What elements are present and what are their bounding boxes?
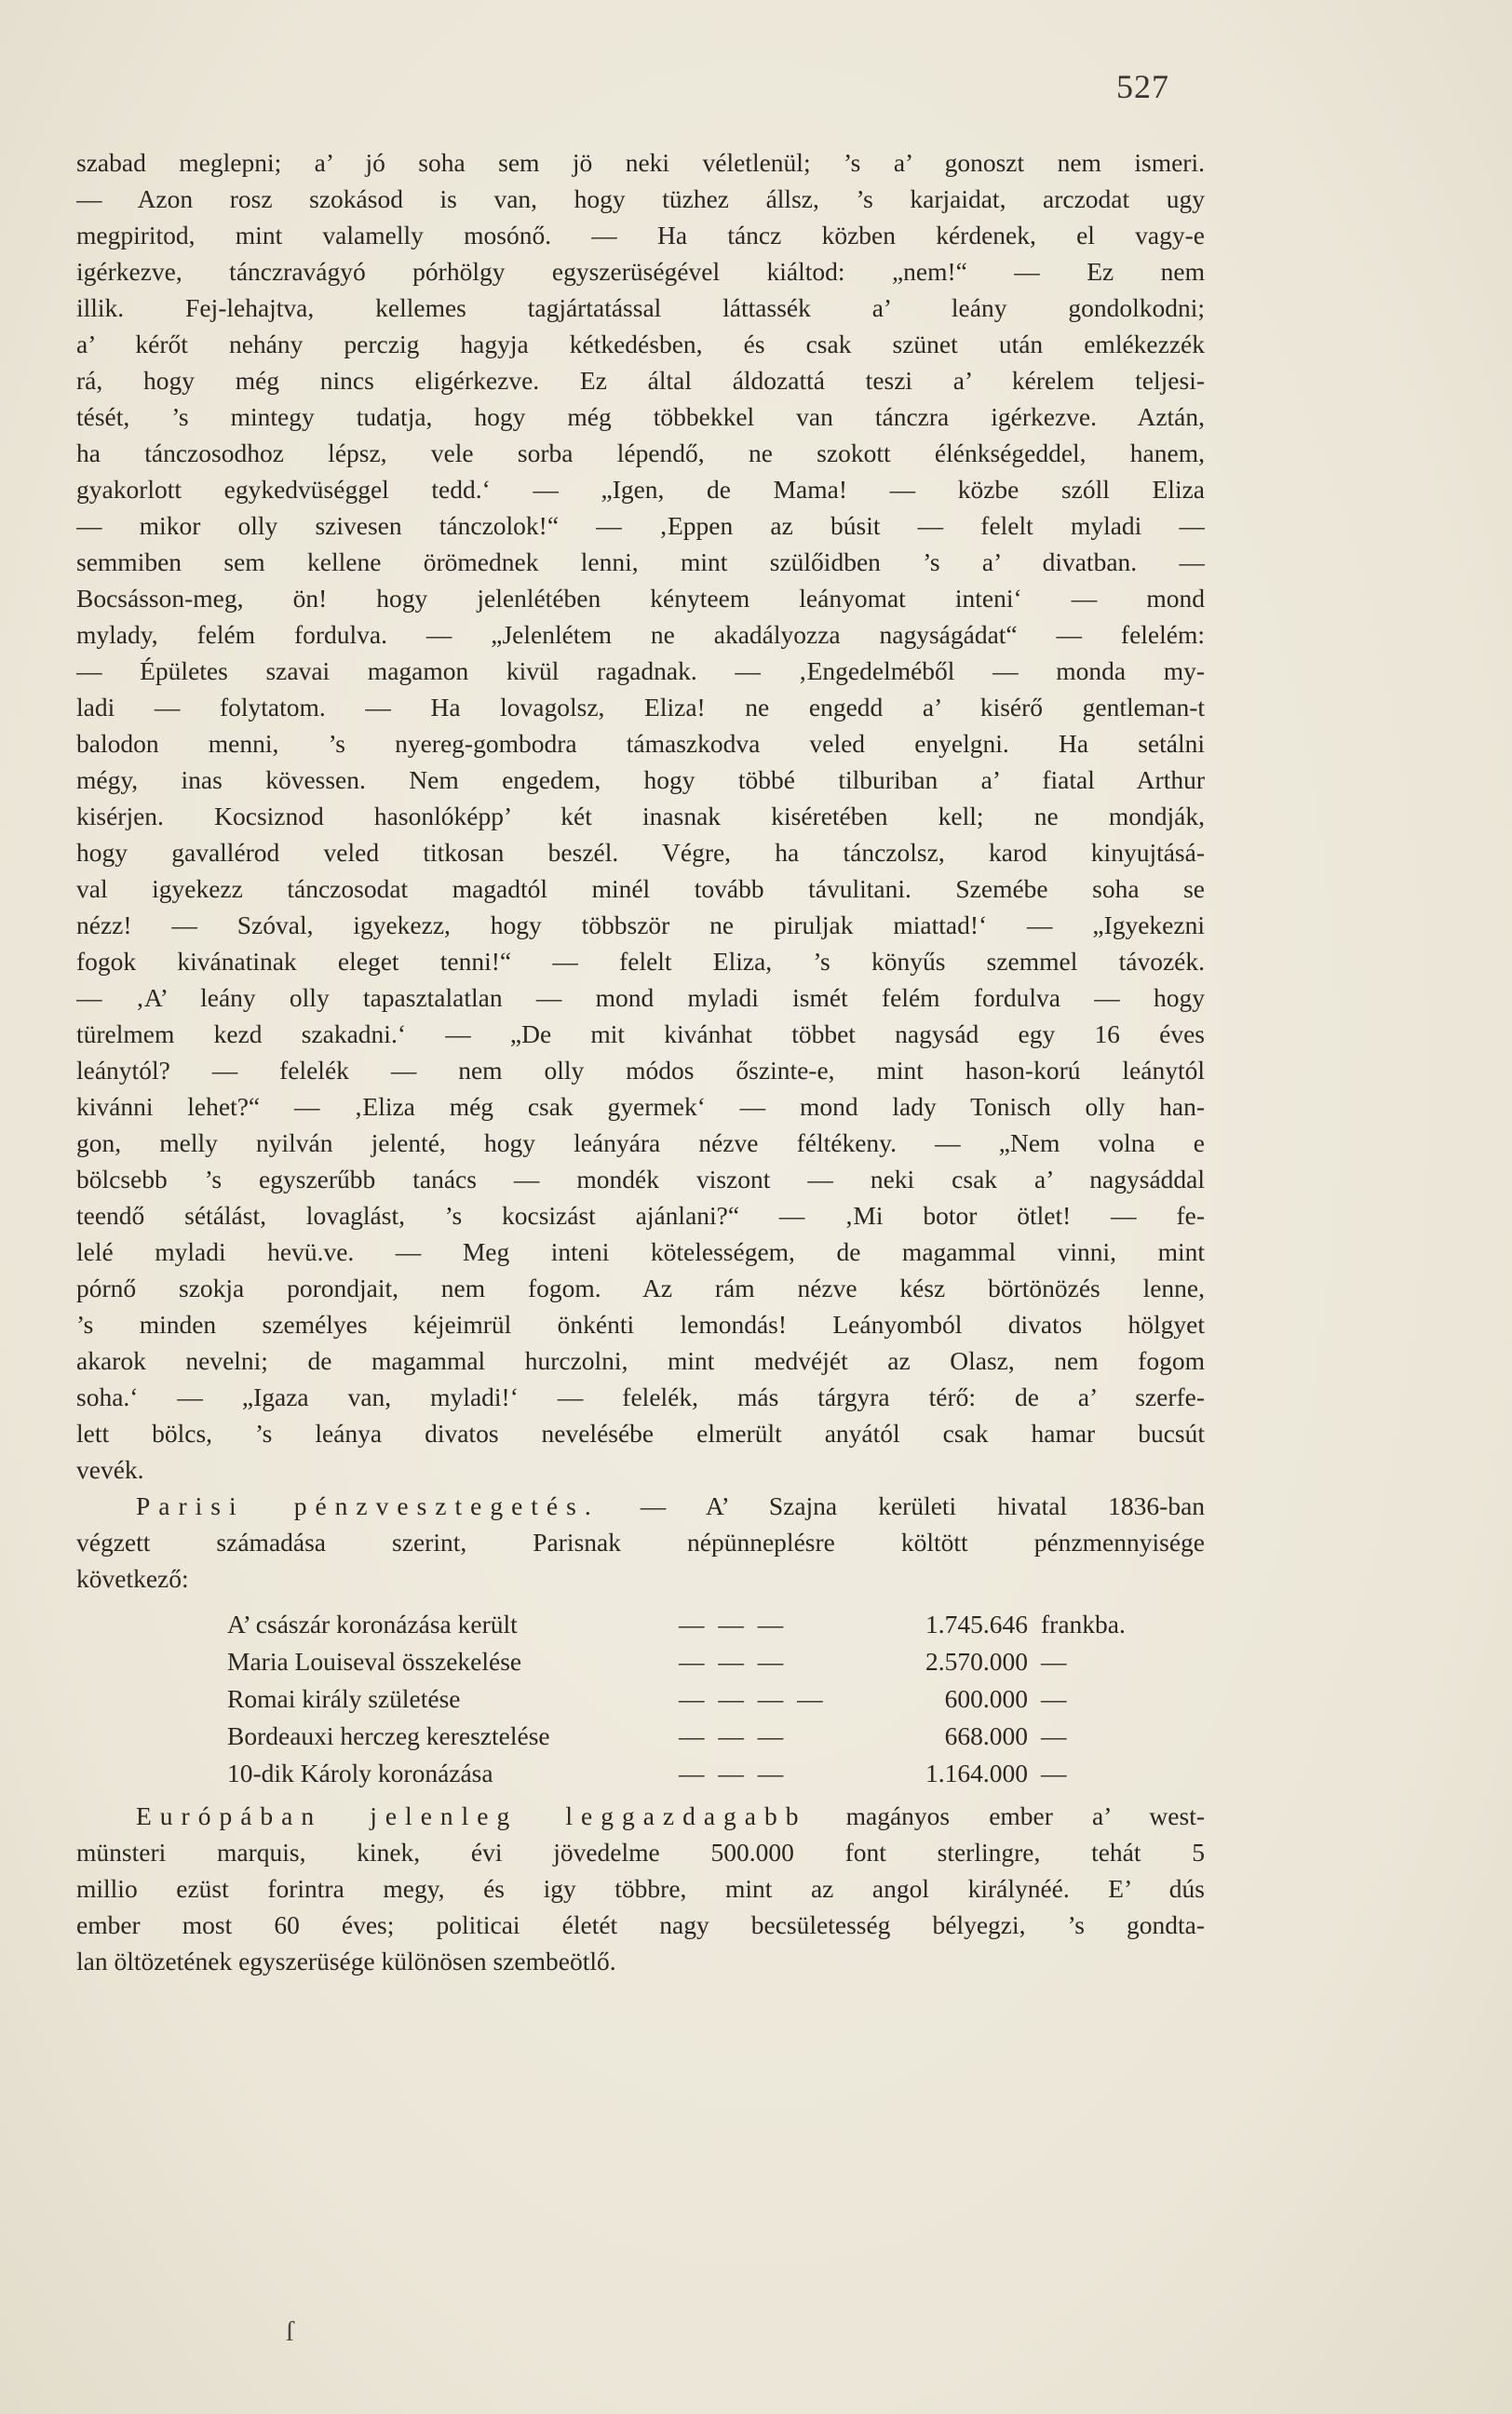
text-line: lan öltözetének egyszerüsége különösen szembeötlő.	[76, 1947, 616, 1976]
text-line: akarok nevelni; de magammal hurczolni, mint medvéjét az Olasz, nem fogom	[76, 1346, 1205, 1375]
text-line: ’s minden személyes kéjeimrül önkénti lemondás! Leányomból divatos hölgyet	[76, 1310, 1205, 1339]
table-row	[76, 1755, 1205, 1792]
text-line: végzett számadása szerint, Parisnak népünneplésre költött pénzmennyisége	[76, 1528, 1205, 1557]
text-line: lelé myladi hevü.ve. — Meg inteni kötelességem, de magammal vinni, mint	[76, 1237, 1205, 1266]
table-row	[76, 1606, 1205, 1643]
row-unit: —	[1041, 1721, 1067, 1750]
text-line: gyakorlott egykedvüséggel tedd.‘ — „Igen, de Mama! — közbe szóll Eliza	[76, 475, 1205, 504]
row-dashes: — — —	[679, 1610, 788, 1639]
text-line: münsteri marquis, kinek, évi jövedelme 500.000 font sterlingre, tehát 5	[76, 1838, 1205, 1867]
text-line: mylady, felém fordulva. — „Jelenlétem ne akadályozza nagyságádat“ — felelém:	[76, 620, 1205, 649]
text-line: ladi — folytatom. — Ha lovagolsz, Eliza! ne engedd a’ kisérő gentleman-t	[76, 693, 1205, 722]
row-amount: 1.745.646	[925, 1610, 1028, 1639]
row-amount: 1.164.000	[925, 1759, 1028, 1787]
text-line: millio ezüst forintra megy, és igy többre, mint az angol királynéé. E’ dús	[76, 1874, 1205, 1903]
text-line: ha tánczosodhoz lépsz, vele sorba lépendő, ne szokott élénkségeddel, hanem,	[76, 438, 1205, 467]
row-unit: —	[1041, 1759, 1067, 1787]
page-body	[76, 144, 1205, 1979]
table-row	[76, 1643, 1205, 1680]
text-line: fogok kivánatinak eleget tenni!“ — felelt Eliza, ’s könyűs szemmel távozék.	[76, 947, 1205, 976]
text-line: rá, hogy még nincs eligérkezve. Ez által áldozattá teszi a’ kérelem teljesi-	[76, 366, 1205, 395]
text-line: gon, melly nyilván jelenté, hogy leányára nézve féltékeny. — „Nem volna e	[76, 1128, 1205, 1157]
text-line: bölcsebb ’s egyszerűbb tanács — mondék viszont — neki csak a’ nagysáddal	[76, 1165, 1205, 1194]
row-label: Romai király születése	[227, 1684, 461, 1713]
table-row	[76, 1718, 1205, 1755]
page-number: 527	[1116, 68, 1169, 105]
text-line: illik. Fej-lehajtva, kellemes tagjártatással láttassék a’ leány gondolkodni;	[76, 293, 1205, 322]
row-amount: 668.000	[944, 1721, 1028, 1750]
text-line: megpiritod, mint valamelly mosónő. — Ha táncz közben kérdenek, el vagy-e	[76, 221, 1205, 249]
text-line: lett bölcs, ’s leánya divatos nevelésébe elmerült anyától csak hamar bucsút	[76, 1419, 1205, 1448]
row-unit: —	[1041, 1647, 1067, 1676]
row-label: A’ császár koronázása került	[227, 1610, 518, 1639]
row-amount: 2.570.000	[925, 1647, 1028, 1676]
text-line: igérkezve, tánczravágyó pórhölgy egyszerüségével kiáltod: „nem!“ — Ez nem	[76, 257, 1205, 286]
paragraph-richest-man	[76, 1798, 1205, 1979]
text-line: semmiben sem kellene örömednek lenni, mint szülőidben ’s a’ divatban. —	[76, 547, 1205, 576]
text-line: nézz! — Szóval, igyekezz, hogy többször ne piruljak miattad!‘ — „Igyekezni	[76, 910, 1205, 939]
text-line: — ‚A’ leány olly tapasztalatlan — mond myladi ismét felém fordulva — hogy	[76, 983, 1205, 1012]
text-run: — A’ Szajna kerületi hivatal 1836-ban	[640, 1491, 1205, 1520]
table-row	[76, 1680, 1205, 1718]
text-line	[76, 1798, 1205, 1834]
text-line: hogy gavallérod veled titkosan beszél. Végre, ha tánczolsz, karod kinyujtásá-	[76, 838, 1205, 867]
text-line: — mikor olly szivesen tánczolok!“ — ‚Eppen az búsit — felelt myladi —	[76, 511, 1205, 540]
text-run: magányos ember a’ west-	[845, 1801, 1205, 1830]
text-line: kisérjen. Kocsiznod hasonlóképp’ két inasnak kiséretében kell; ne mondják,	[76, 802, 1205, 830]
text-line: balodon menni, ’s nyereg-gombodra támaszkodva veled enyelgni. Ha setálni	[76, 729, 1205, 758]
row-dashes: — — — —	[679, 1684, 827, 1713]
row-label: Bordeauxi herczeg keresztelése	[227, 1721, 550, 1750]
row-label: 10-dik Károly koronázása	[227, 1759, 493, 1787]
row-label: Maria Louiseval összekelése	[227, 1647, 522, 1676]
row-dashes: — — —	[679, 1759, 788, 1787]
paragraph-paris-expenses	[76, 1488, 1205, 1597]
spaced-heading: Parisi pénzvesztegetés.	[136, 1491, 600, 1520]
text-line: következő:	[76, 1564, 189, 1593]
row-unit: —	[1041, 1684, 1067, 1713]
text-line: ember most 60 éves; politicai életét nagy becsületesség bélyegzi, ’s gondta-	[76, 1910, 1205, 1939]
row-amount: 600.000	[944, 1684, 1028, 1713]
text-line: vevék.	[76, 1455, 144, 1484]
text-line: mégy, inas kövessen. Nem engedem, hogy többé tilburiban a’ fiatal Arthur	[76, 765, 1205, 794]
text-line: teendő sétálást, lovaglást, ’s kocsizást ajánlani?“ — ‚Mi botor ötlet! — fe-	[76, 1201, 1205, 1230]
text-line: a’ kérőt nehány perczig hagyja kétkedésben, és csak szünet után emlékezzék	[76, 330, 1205, 358]
text-line: türelmem kezd szakadni.‘ — „De mit kivánhat többet nagysád egy 16 éves	[76, 1019, 1205, 1048]
row-dashes: — — —	[679, 1721, 788, 1750]
stray-ink-mark: ſ	[286, 2316, 294, 2347]
row-dashes: — — —	[679, 1647, 788, 1676]
expense-table	[76, 1606, 1205, 1792]
spaced-heading: Európában jelenleg leggazdagabb	[136, 1801, 807, 1830]
row-unit: frankba.	[1041, 1610, 1126, 1639]
text-line: leánytól? — felelék — nem olly módos őszinte-e, mint hason-korú leánytól	[76, 1056, 1205, 1085]
paragraph-eliza-dialogue	[76, 144, 1205, 1488]
text-line: pórnő szokja porondjait, nem fogom. Az rám nézve kész börtönözés lenne,	[76, 1274, 1205, 1302]
text-line: tését, ’s mintegy tudatja, hogy még többekkel van tánczra igérkezve. Aztán,	[76, 402, 1205, 431]
text-line: val igyekezz tánczosodat magadtól minél tovább távulitani. Szemébe soha se	[76, 874, 1205, 903]
text-line: — Azon rosz szokásod is van, hogy tüzhez állsz, ’s karjaidat, arczodat ugy	[76, 184, 1205, 213]
text-line: szabad meglepni; a’ jó soha sem jö neki véletlenül; ’s a’ gonoszt nem ismeri.	[76, 148, 1205, 177]
text-line: — Épületes szavai magamon kivül ragadnak. — ‚Engedelméből — monda my-	[76, 656, 1205, 685]
text-line: soha.‘ — „Igaza van, myladi!‘ — felelék, más tárgyra térő: de a’ szerfe-	[76, 1382, 1205, 1411]
text-line: Bocsásson-meg, ön! hogy jelenlétében kényteem leányomat inteni‘ — mond	[76, 584, 1205, 613]
text-line: kivánni lehet?“ — ‚Eliza még csak gyermek‘ — mond lady Tonisch olly han-	[76, 1092, 1205, 1121]
text-line	[76, 1488, 1205, 1524]
